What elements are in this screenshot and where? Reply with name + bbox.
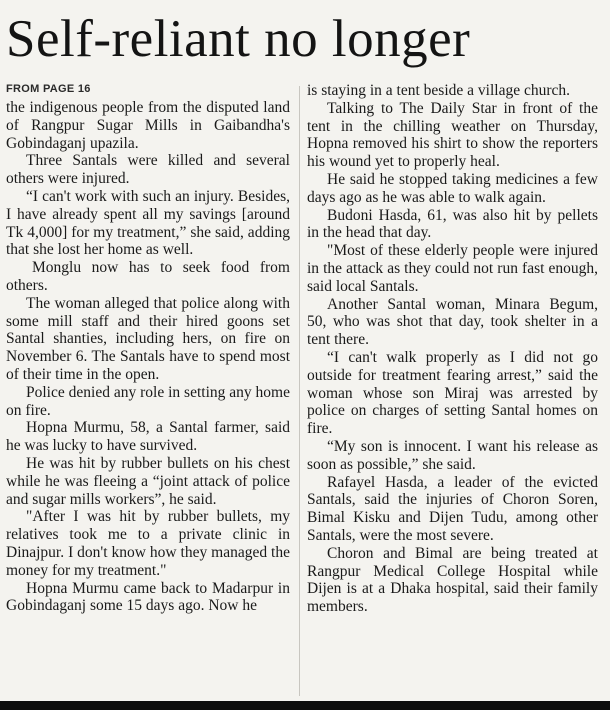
paragraph: "Most of these elderly people were injured in the attack as they could not run fast enough, said local Santals. [307, 242, 598, 295]
paragraph: Monglu now has to seek food from others. [6, 259, 290, 294]
paragraph: “I can't work with such an injury. Besides, I have already spent all my savings [around Tk 4,000] for my treatment,” she said, adding that she lost her home as well. [6, 187, 290, 259]
left-column [6, 82, 290, 615]
paragraph: Choron and Bimal are being treated at Rangpur Medical College Hospital while Dijen is at a Dhaka hospital, said their family members. [307, 544, 598, 616]
column-divider [299, 86, 300, 696]
paragraph: Another Santal woman, Minara Begum, 50, who was shot that day, took shelter in a tent there. [307, 295, 598, 349]
paragraph: Hopna Murmu came back to Madarpur in Gobindaganj some 15 days ago. Now he [6, 579, 290, 615]
paragraph: He was hit by rubber bullets on his chest while he was fleeing a “joint attack of police and sugar mills workers”, he said. [6, 454, 290, 508]
paragraph: The woman alleged that police along with some mill staff and their hired goons set Santal shanties, including hers, on fire on November 6. The Santals have to spend most of their time in the open. [6, 294, 290, 383]
paragraph: Hopna Murmu, 58, a Santal farmer, said he was lucky to have survived. [6, 419, 290, 455]
paragraph: Budoni Hasda, 61, was also hit by pellets in the head that day. [307, 206, 598, 242]
paragraph: "After I was hit by rubber bullets, my relatives took me to a private clinic in Dinajpur. I don't know how they managed the money for my treatment." [6, 508, 290, 579]
from-page-label: FROM PAGE 16 [6, 83, 91, 95]
paragraph: “I can't walk properly as I did not go outside for treatment fearing arrest,” said the woman whose son Miraj was arrested by police on charges of setting Santal homes on fire. [307, 348, 598, 438]
right-column [307, 82, 598, 616]
paragraph: He said he stopped taking medicines a few days ago as he was able to walk again. [307, 170, 598, 206]
paragraph: Talking to The Daily Star in front of the tent in the chilling weather on Thursday, Hopna removed his shirt to show the reporters his wound yet to properly heal. [307, 99, 598, 171]
paragraph: is staying in a tent beside a village church. [307, 82, 570, 99]
headline: Self-reliant no longer [6, 10, 471, 68]
paragraph: “My son is innocent. I want his release as soon as possible,” she said. [307, 437, 598, 473]
paragraph: Police denied any role in setting any home on fire. [6, 383, 290, 419]
paragraph: Rafayel Hasda, a leader of the evicted Santals, said the injuries of Choron Soren, Bimal Kisku and Dijen Tudu, among other Santals, were the most severe. [307, 473, 598, 544]
bottom-border [0, 701, 610, 710]
paragraph: Three Santals were killed and several others were injured. [6, 152, 290, 188]
paragraph: the indigenous people from the disputed land of Rangpur Sugar Mills in Gaibandha's Gobindaganj upazila. [6, 99, 290, 152]
